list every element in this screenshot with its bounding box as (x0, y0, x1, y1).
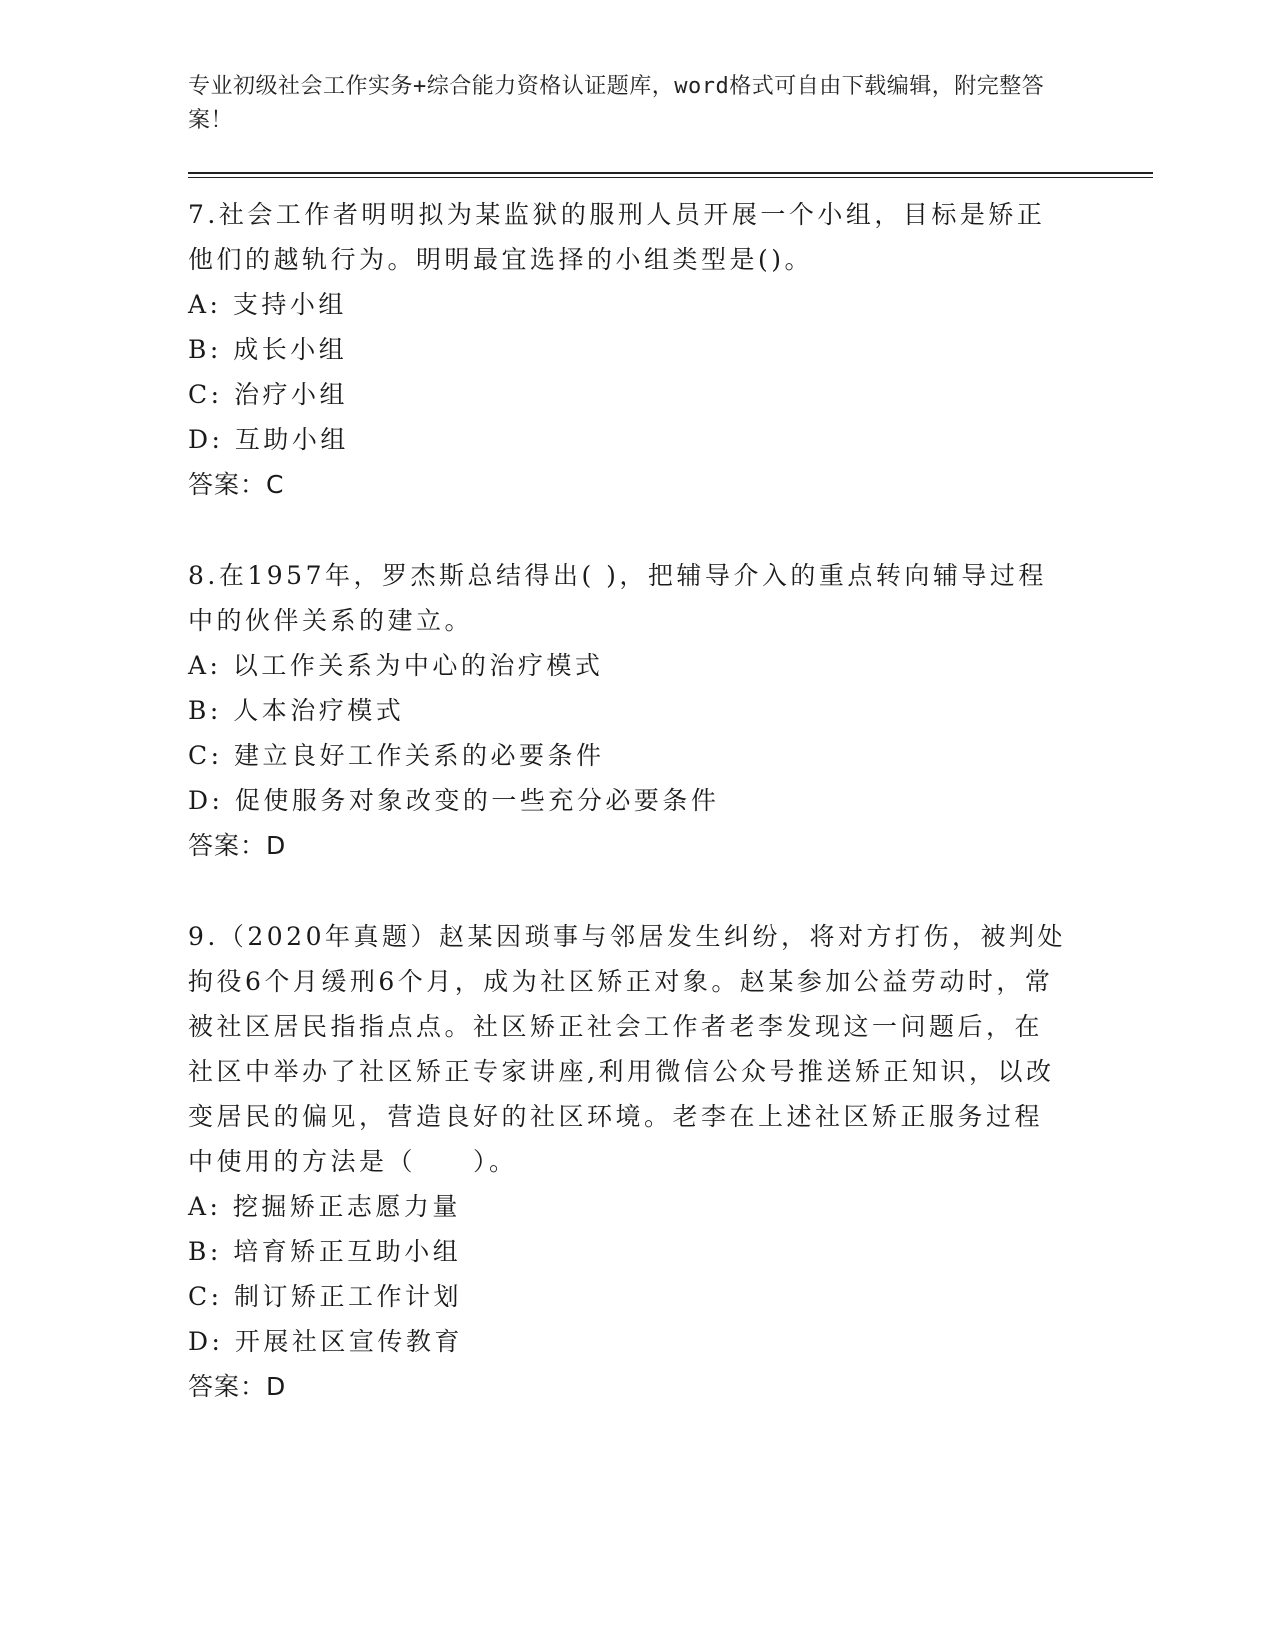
question-stem: 7.社会工作者明明拟为某监狱的服刑人员开展一个小组，目标是矫正他们的越轨行为。明明最宜选择的小组类型是()。 (188, 200, 1046, 274)
question-stem: 8.在1957年，罗杰斯总结得出( )，把辅导介入的重点转向辅导过程中的伙伴关系的建立。 (188, 561, 1047, 635)
option-list (188, 282, 1153, 462)
option-d: D: 互助小组 (188, 425, 349, 454)
option-a: A: 以工作关系为中心的治疗模式 (188, 651, 604, 680)
question-9 (188, 914, 1153, 1409)
option-d: D: 促使服务对象改变的一些充分必要条件 (188, 786, 720, 815)
option-a: A: 支持小组 (188, 290, 347, 319)
document-header: 专业初级社会工作实务+综合能力资格认证题库，word格式可自由下载编辑，附完整答案！ (188, 74, 1045, 133)
option-c: C: 制订矫正工作计划 (188, 1282, 462, 1311)
option-list (188, 643, 1153, 823)
answer-line: 答案：D (188, 831, 287, 860)
option-b: B: 成长小组 (188, 335, 348, 364)
divider-line-thin (188, 177, 1153, 178)
answer-line: 答案：C (188, 470, 285, 499)
header-divider (188, 172, 1153, 178)
option-list (188, 1184, 1153, 1364)
option-c: C: 建立良好工作关系的必要条件 (188, 741, 605, 770)
option-b: B: 人本治疗模式 (188, 696, 405, 725)
question-8 (188, 553, 1153, 868)
document-page (188, 70, 1153, 1455)
question-7 (188, 192, 1153, 507)
divider-line-thick (188, 172, 1153, 174)
option-c: C: 治疗小组 (188, 380, 348, 409)
option-b: B: 培育矫正互助小组 (188, 1237, 462, 1266)
answer-line: 答案：D (188, 1372, 287, 1401)
option-a: A: 挖掘矫正志愿力量 (188, 1192, 461, 1221)
question-list (188, 192, 1153, 1409)
question-stem: 9.（2020年真题）赵某因琐事与邻居发生纠纷，将对方打伤，被判处拘役6个月缓刑6个月，成为社区矫正对象。赵某参加公益劳动时，常被社区居民指指点点。社区矫正社会工作者老李发现这一问题后，在社区中举办了社区矫正专家讲座,利用微信公众号推送矫正知识，以改变居民的偏见，营造良好的社区环境。老李在上述社区矫正服务过程中使用的方法是（ ）。 (188, 922, 1066, 1176)
option-d: D: 开展社区宣传教育 (188, 1327, 463, 1356)
